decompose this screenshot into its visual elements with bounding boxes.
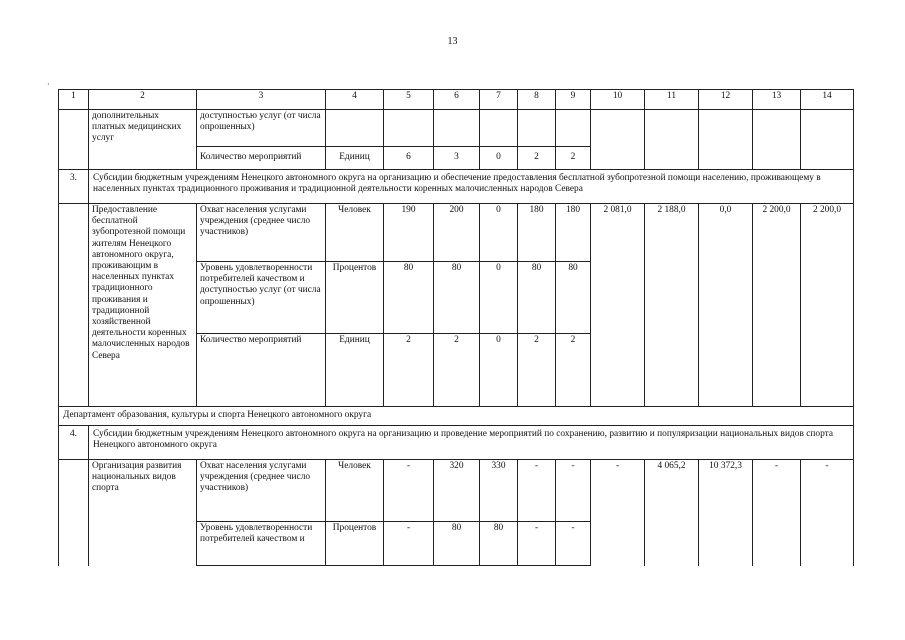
service-name: дополнительных платных медицинских услуг	[89, 110, 197, 170]
section-title: Субсидии бюджетным учреждениям Ненецкого автономного округа на организацию и обеспечение предоставления бесплатной зубопротезной помощи населению, проживающему в населенных пунктах традиционного проживания и традиционной деятельности коренных малочисленных народов Севера	[89, 170, 854, 204]
value-cell: 180	[556, 204, 591, 262]
service-name: Предоставление бесплатной зубопротезной помощи жителям Ненецкого автономного округа, проживающим в населенных пунктах традиционного проживания и традиционной хозяйственной деятельности коренных малочисленных народов Севера	[89, 204, 197, 407]
cell-empty	[801, 110, 854, 170]
cell-empty	[59, 204, 89, 407]
cell-empty	[326, 110, 384, 147]
value-cell: 0	[480, 147, 518, 170]
header-cell: 7	[480, 90, 518, 110]
table-row	[59, 460, 854, 522]
value-cell: 80	[518, 262, 556, 334]
header-cell: 8	[518, 90, 556, 110]
indicator-name: Охват населения услугами учреждения (среднее число участников)	[197, 204, 326, 262]
page-number: 13	[447, 36, 458, 47]
indicator-name: Количество мероприятий	[197, 147, 326, 170]
header-cell: 12	[699, 90, 753, 110]
value-cell: 190	[384, 204, 434, 262]
value-cell: 80	[384, 262, 434, 334]
table-row	[59, 204, 854, 262]
value-cell: -	[518, 460, 556, 522]
cell-empty	[591, 110, 645, 170]
value-cell: 2	[556, 147, 591, 170]
department-row	[59, 407, 854, 426]
cell-empty	[699, 110, 753, 170]
header-cell: 6	[434, 90, 480, 110]
header-cell: 1	[59, 90, 89, 110]
cell-empty	[480, 110, 518, 147]
finance-cell: 2 188,0	[645, 204, 699, 407]
header-cell: 2	[89, 90, 197, 110]
value-cell: 2	[518, 147, 556, 170]
cell-empty	[384, 110, 434, 147]
value-cell: 80	[480, 522, 518, 566]
cell-empty	[59, 110, 89, 170]
value-cell: 2	[556, 334, 591, 407]
section-title: Субсидии бюджетным учреждениям Ненецкого автономного округа на организацию и проведение мероприятий по сохранению, развитию и популяризации национальных видов спорта Ненецкого автономного округа	[89, 426, 854, 460]
unit: Единиц	[326, 147, 384, 170]
indicator-name: доступностью услуг (от числа опрошенных)	[197, 110, 326, 147]
header-cell: 13	[753, 90, 801, 110]
value-cell: 2	[434, 334, 480, 407]
section-number: 4.	[59, 426, 89, 460]
value-cell: 0	[480, 262, 518, 334]
value-cell: -	[556, 460, 591, 522]
header-cell: 11	[645, 90, 699, 110]
header-cell: 14	[801, 90, 854, 110]
finance-cell: 4 065,2	[645, 460, 699, 566]
unit: Единиц	[326, 334, 384, 407]
cell-empty	[59, 460, 89, 566]
value-cell: 80	[434, 522, 480, 566]
value-cell: 180	[518, 204, 556, 262]
finance-cell: 10 372,3	[699, 460, 753, 566]
value-cell: 0	[480, 334, 518, 407]
section-title-row	[59, 426, 854, 460]
cell-empty	[753, 110, 801, 170]
header-cell: 9	[556, 90, 591, 110]
value-cell: 2	[518, 334, 556, 407]
indicator-name: Количество мероприятий	[197, 334, 326, 407]
department-title: Департамент образования, культуры и спорта Ненецкого автономного округа	[59, 407, 854, 426]
value-cell: 6	[384, 147, 434, 170]
value-cell: 2	[384, 334, 434, 407]
value-cell: 80	[434, 262, 480, 334]
cell-empty	[518, 110, 556, 147]
value-cell: 0	[480, 204, 518, 262]
cell-empty	[645, 110, 699, 170]
unit: Человек	[326, 460, 384, 522]
unit: Процентов	[326, 262, 384, 334]
program-table	[58, 89, 854, 566]
header-cell: 5	[384, 90, 434, 110]
service-name: Организация развития национальных видов спорта	[89, 460, 197, 566]
finance-cell: 2 200,0	[801, 204, 854, 407]
margin-mark: ·	[47, 80, 50, 89]
value-cell: -	[556, 522, 591, 566]
finance-cell: -	[801, 460, 854, 566]
finance-cell: 2 081,0	[591, 204, 645, 407]
finance-cell: -	[591, 460, 645, 566]
value-cell: 330	[480, 460, 518, 522]
value-cell: -	[384, 522, 434, 566]
header-cell: 4	[326, 90, 384, 110]
finance-cell: 2 200,0	[753, 204, 801, 407]
value-cell: 200	[434, 204, 480, 262]
value-cell: 320	[434, 460, 480, 522]
value-cell: 3	[434, 147, 480, 170]
header-row	[59, 90, 854, 110]
table-row	[59, 110, 854, 147]
unit: Процентов	[326, 522, 384, 566]
section-title-row	[59, 170, 854, 204]
indicator-name: Уровень удовлетворенности потребителей качеством и доступностью услуг (от числа опрошенных)	[197, 262, 326, 334]
value-cell: -	[384, 460, 434, 522]
unit: Человек	[326, 204, 384, 262]
section-number: 3.	[59, 170, 89, 204]
header-cell: 3	[197, 90, 326, 110]
indicator-name: Охват населения услугами учреждения (среднее число участников)	[197, 460, 326, 522]
cell-empty	[556, 110, 591, 147]
cell-empty	[434, 110, 480, 147]
header-cell: 10	[591, 90, 645, 110]
value-cell: 80	[556, 262, 591, 334]
value-cell: -	[518, 522, 556, 566]
finance-cell: -	[753, 460, 801, 566]
indicator-name: Уровень удовлетворенности потребителей качеством и	[197, 522, 326, 566]
finance-cell: 0,0	[699, 204, 753, 407]
